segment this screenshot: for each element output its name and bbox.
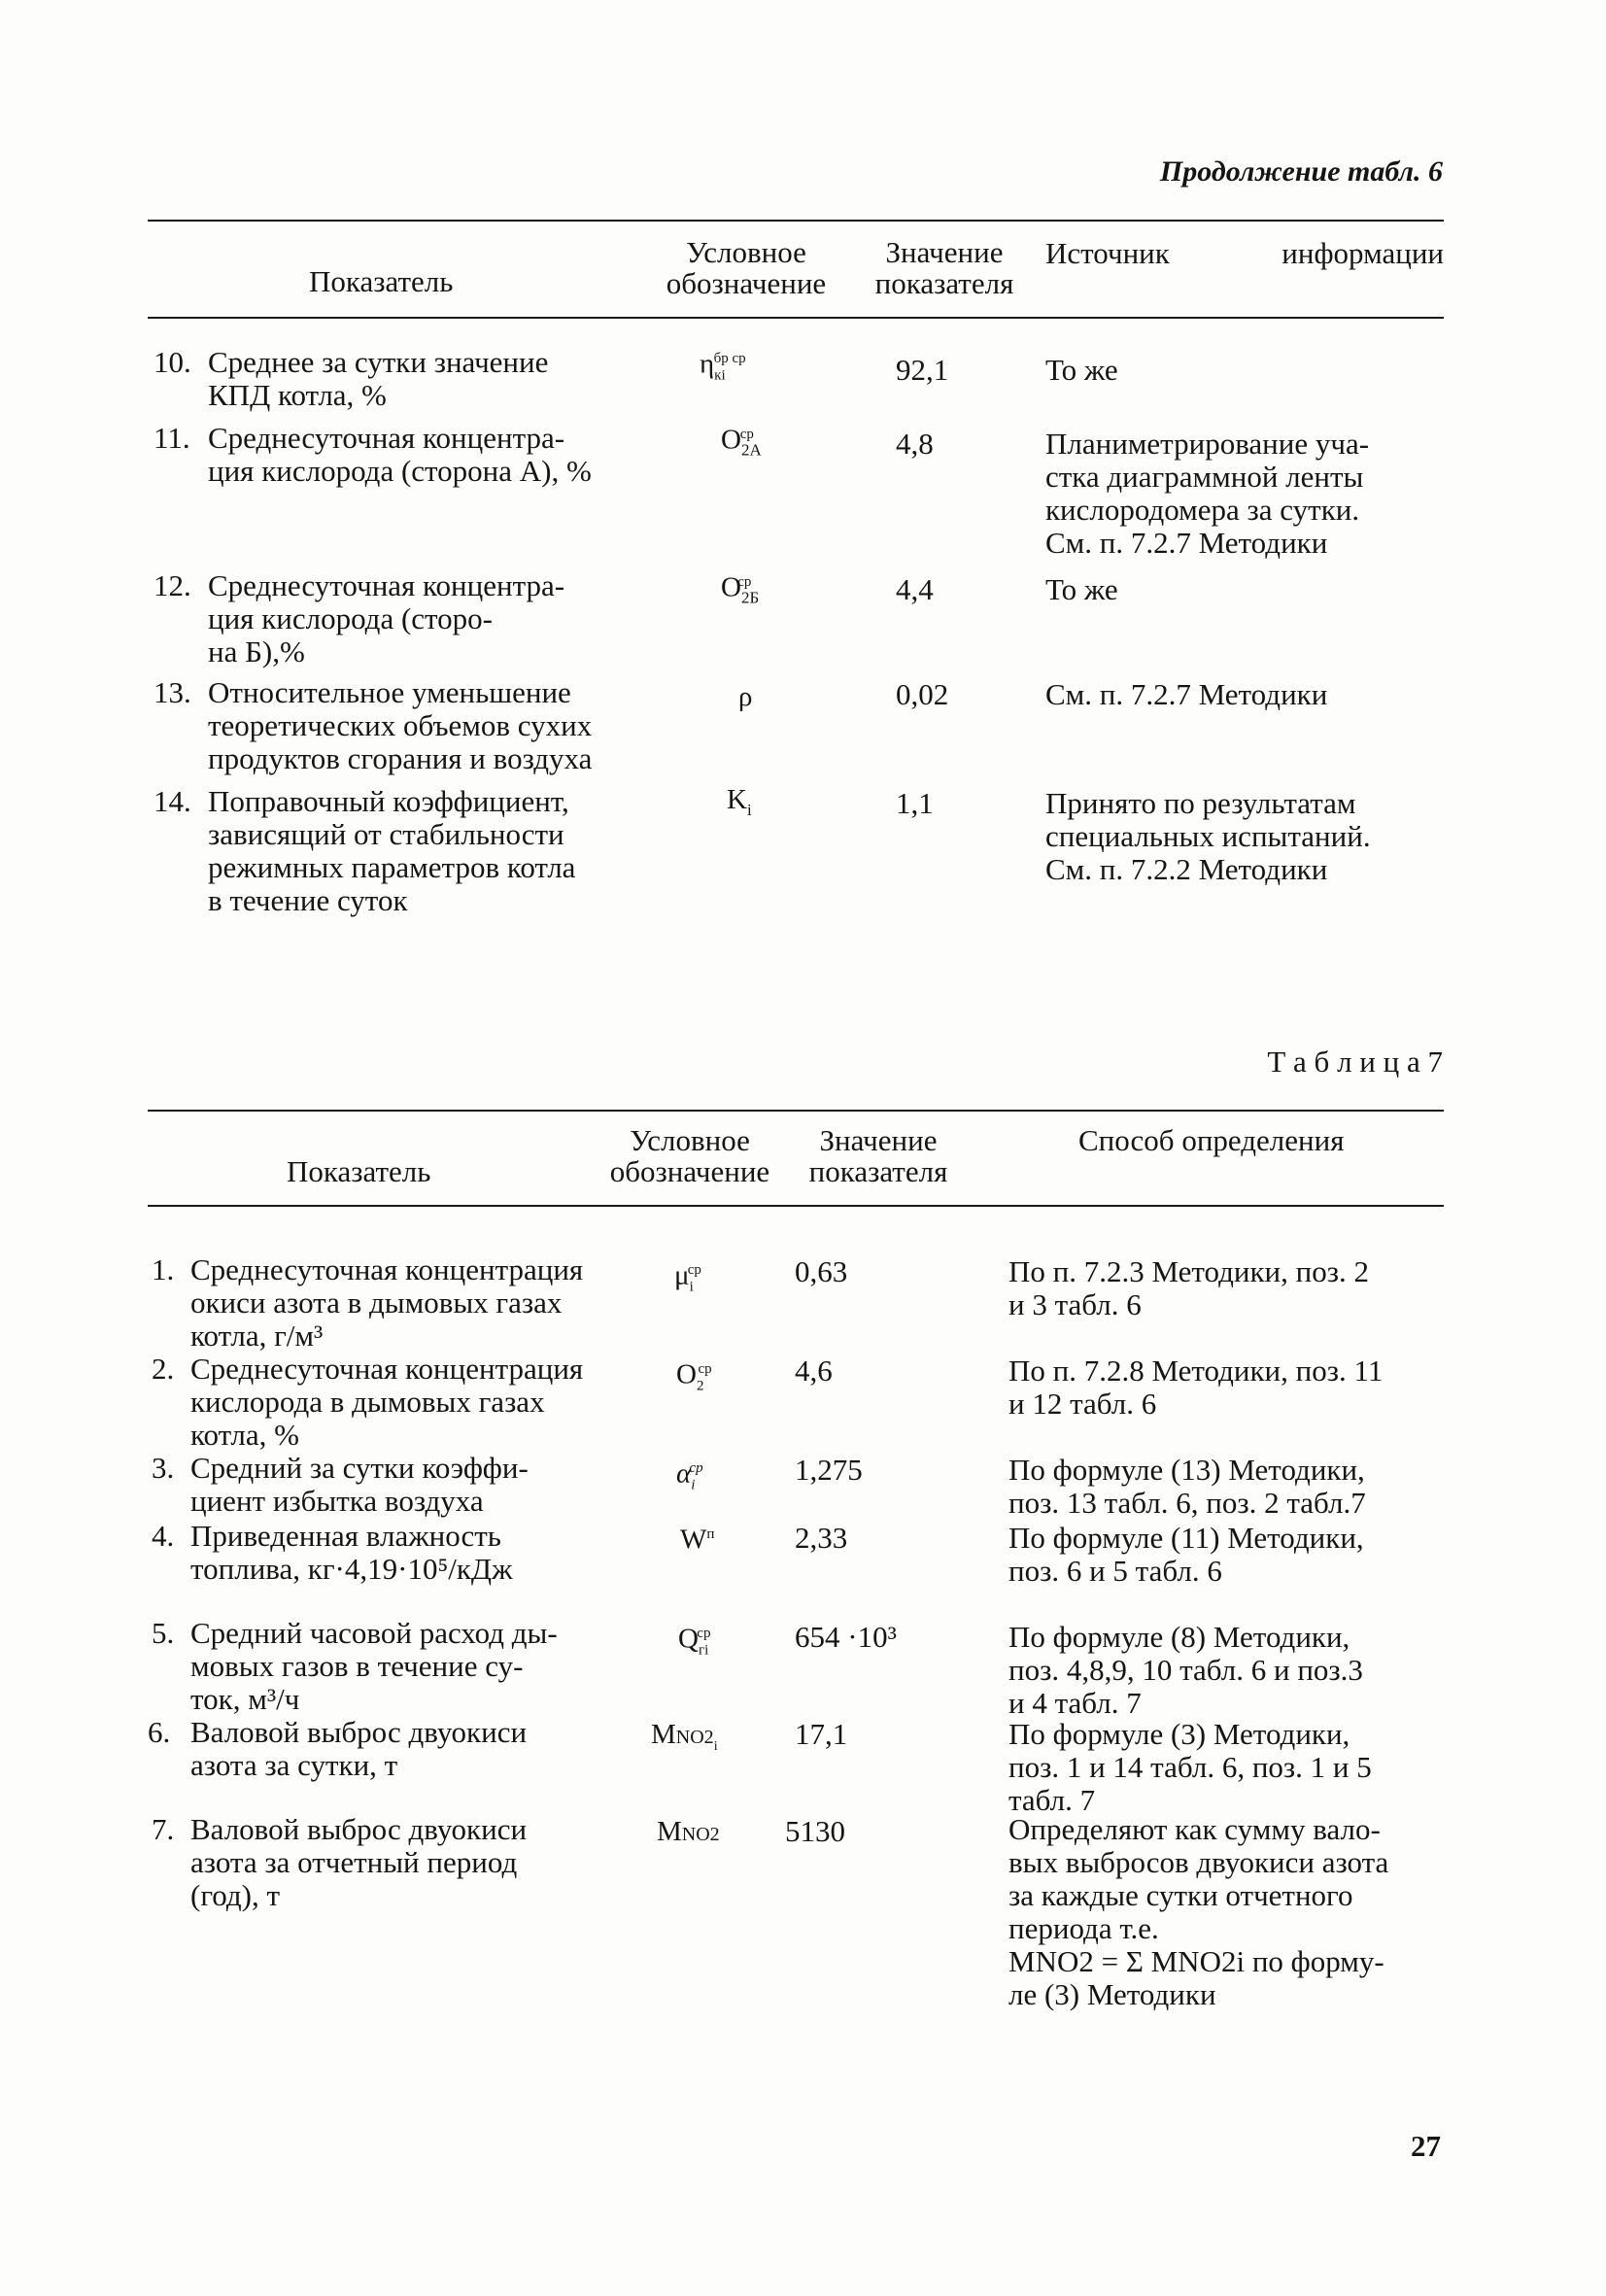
- table7-row-5-indicator: Средний часовой расход ды- мовых газов в течение су- ток, м³/ч: [190, 1616, 558, 1716]
- table7-row-2-num: 2.: [152, 1352, 175, 1386]
- table7-row-7-method: Определяют как сумму вало- вых выбросов двуокиси азота за каждые сутки отчетного периода т.е. MNO2 = Σ MNO2i по форму- ле (3) Методики: [1008, 1812, 1389, 2011]
- table7-row-7-symbol: MNO2: [657, 1816, 720, 1847]
- table6-row-13-value: 0,02: [896, 677, 949, 711]
- table7-row-2-symbol: $O_2^{ср}$: [676, 1358, 712, 1394]
- table6-row-12-source: То же: [1045, 572, 1118, 606]
- table6-row-12-num: 12.: [154, 568, 191, 602]
- table6-row-10-indicator: Среднее за сутки значение КПД котла, %: [208, 345, 549, 412]
- table7-row-7-indicator: Валовой выброс двуокиси азота за отчетный период (год), т: [190, 1812, 528, 1912]
- table7-row-7-num: 7.: [152, 1812, 175, 1846]
- table7-title: Т а б л и ц а 7: [1267, 1045, 1443, 1079]
- table7-row-4-symbol: $W^п$: [680, 1524, 715, 1556]
- continuation-title: Продолжение табл. 6: [1159, 155, 1443, 188]
- table6-top-rule: [148, 220, 1444, 222]
- table6-row-11-symbol: $O_{2А}^{ср}$: [721, 424, 762, 460]
- table7-row-4-value: 2,33: [795, 1521, 848, 1555]
- table6-header-symbol-l1: Условное: [686, 235, 806, 269]
- table7-row-5-value: 654 ·10³: [795, 1620, 897, 1654]
- table7-row-6-value: 17,1: [795, 1717, 848, 1751]
- table7-row-4-num: 4.: [152, 1519, 175, 1553]
- table7-row-4-indicator: Приведенная влажность топлива, кг·4,19·10⁵/кДж: [190, 1519, 513, 1586]
- table7-row-1-num: 1.: [152, 1252, 175, 1286]
- table7-row-3-symbol: $\alpha_i^{ср}$: [676, 1457, 703, 1493]
- table7-row-5-symbol: $Q_{гi}^{ср}$: [678, 1623, 711, 1659]
- table7-row-3-indicator: Средний за сутки коэффи- циент избытка воздуха: [190, 1451, 529, 1518]
- table6-row-14-value: 1,1: [896, 786, 934, 820]
- table6-header-value-l1: Значение: [885, 235, 1004, 269]
- table7-row-1-symbol: $\mu_i^{ср}$: [674, 1259, 701, 1295]
- table7-header-indicator: Показатель: [287, 1154, 431, 1188]
- table6-row-12-indicator: Среднесуточная концентра- ция кислорода (сторо- на Б),%: [208, 568, 565, 668]
- table6-row-13-num: 13.: [154, 675, 191, 709]
- table6-header-value: [857, 237, 1032, 299]
- table7-row-6-symbol: $MNO2_i$: [651, 1719, 718, 1754]
- table6-row-10-symbol: $\eta_{кi}^{бр ср}$: [700, 348, 746, 384]
- table6-header-source-l2: информации: [1281, 236, 1444, 270]
- table6-row-11-source: Планиметрирование уча- стка диаграммной ленты кислородомера за сутки. См. п. 7.2.7 Методики: [1045, 427, 1370, 560]
- table6-row-14-symbol: $K_i$: [727, 784, 752, 819]
- table6-row-13-indicator: Относительное уменьшение теоретических объемов сухих продуктов сгорания и воздуха: [208, 675, 593, 775]
- table7-header-rule: [148, 1205, 1444, 1207]
- table7-row-1-value: 0,63: [795, 1254, 848, 1288]
- table7-row-2-value: 4,6: [795, 1354, 833, 1388]
- table7-row-3-num: 3.: [152, 1451, 175, 1485]
- table7-row-3-method: По формуле (13) Методики, поз. 13 табл. 6, поз. 2 табл.7: [1008, 1453, 1366, 1520]
- table6-header-source-l1: Источник: [1045, 236, 1170, 270]
- table7-row-1-indicator: Среднесуточная концентрация окиси азота в дымовых газах котла, г/м³: [190, 1252, 584, 1353]
- table6-row-13-source: См. п. 7.2.7 Методики: [1045, 677, 1328, 711]
- table6-header-symbol-l2: обозначение: [666, 266, 827, 300]
- table7-row-6-num: 6.: [148, 1715, 171, 1749]
- table6-row-10-source: То же: [1045, 353, 1118, 387]
- table7-row-4-method: По формуле (11) Методики, поз. 6 и 5 табл. 6: [1008, 1521, 1364, 1588]
- table6-row-11-indicator: Среднесуточная концентра- ция кислорода (сторона А), %: [208, 421, 592, 488]
- table6-row-10-num: 10.: [154, 345, 191, 379]
- table7-row-5-num: 5.: [152, 1616, 175, 1650]
- table6-row-10-value: 92,1: [896, 353, 949, 387]
- table6-header-rule: [148, 317, 1444, 319]
- table6-header-source: [1045, 237, 1444, 270]
- table7-header-value-l2: показателя: [808, 1154, 948, 1188]
- table6-header-indicator: Показатель: [309, 264, 454, 298]
- page-number: 27: [1411, 2129, 1441, 2163]
- table7-row-3-value: 1,275: [795, 1453, 863, 1487]
- table6-row-12-symbol: $O_{2Б}^{ср}$: [721, 571, 760, 607]
- table6-row-14-indicator: Поправочный коэффициент, зависящий от стабильности режимных параметров котла в течение суток: [208, 784, 576, 917]
- table7-row-7-value: 5130: [785, 1814, 845, 1848]
- table6-row-11-num: 11.: [154, 421, 190, 455]
- table7-row-6-indicator: Валовой выброс двуокиси азота за сутки, т: [190, 1715, 528, 1782]
- table7-row-5-method: По формуле (8) Методики, поз. 4,8,9, 10 табл. 6 и поз.3 и 4 табл. 7: [1008, 1620, 1363, 1720]
- table7-header-symbol-l1: Условное: [630, 1123, 750, 1157]
- table7-header-symbol: [593, 1125, 787, 1187]
- table7-top-rule: [148, 1110, 1444, 1112]
- table6-row-11-value: 4,8: [896, 427, 934, 461]
- table6-row-14-num: 14.: [154, 784, 191, 818]
- table7-header-method: Способ определения: [1078, 1123, 1345, 1157]
- table6-row-14-source: Принято по результатам специальных испытаний. См. п. 7.2.2 Методики: [1045, 786, 1371, 886]
- table7-header-symbol-l2: обозначение: [609, 1154, 770, 1188]
- table6-row-13-symbol: ρ: [738, 681, 753, 712]
- table7-header-value-l1: Значение: [819, 1123, 938, 1157]
- table6-header-symbol: [649, 237, 843, 299]
- table6-header-value-l2: показателя: [874, 266, 1014, 300]
- table7-header-value: [791, 1125, 966, 1187]
- table7-row-1-method: По п. 7.2.3 Методики, поз. 2 и 3 табл. 6: [1008, 1254, 1369, 1321]
- table7-row-2-method: По п. 7.2.8 Методики, поз. 11 и 12 табл. 6: [1008, 1354, 1384, 1421]
- table6-row-12-value: 4,4: [896, 572, 934, 606]
- table7-row-6-method: По формуле (3) Методики, поз. 1 и 14 табл. 6, поз. 1 и 5 табл. 7: [1008, 1717, 1372, 1817]
- table7-row-2-indicator: Среднесуточная концентрация кислорода в дымовых газах котла, %: [190, 1352, 584, 1452]
